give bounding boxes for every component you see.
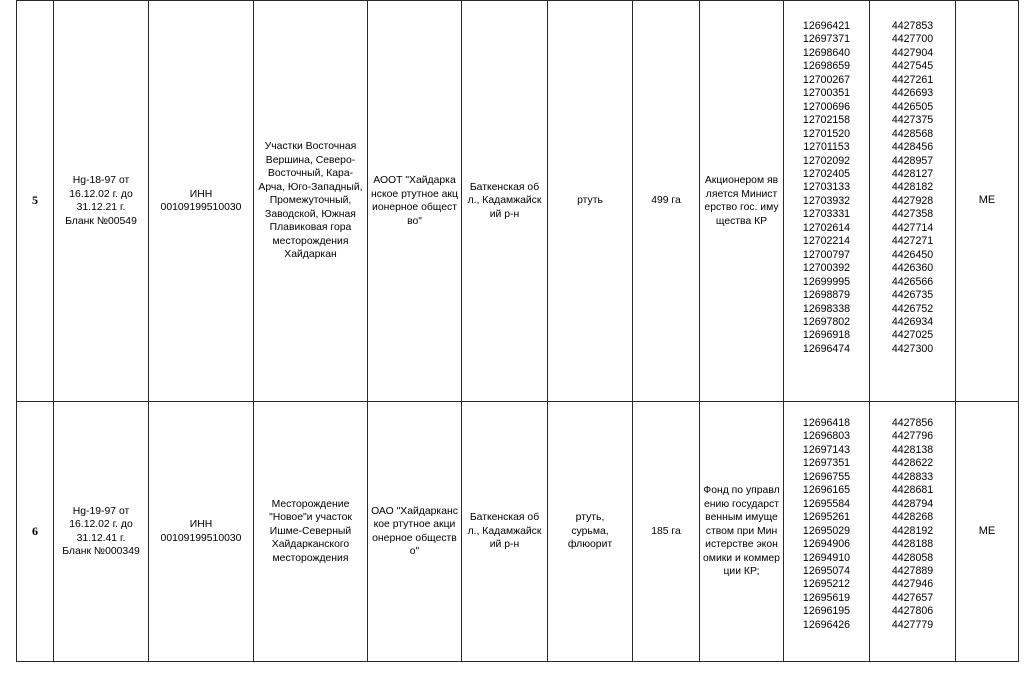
x-coordinate: 12698640: [802, 46, 851, 59]
y-coordinate: 4428681: [891, 484, 934, 497]
x-coordinate: 12695029: [802, 524, 851, 537]
code-cell: ME: [956, 402, 1019, 662]
x-coordinate: 12698338: [802, 302, 851, 315]
y-coordinate: 4427700: [891, 33, 934, 46]
y-coordinate: 4427714: [891, 221, 934, 234]
x-coordinates-cell: [784, 402, 870, 662]
y-coordinate: 4428127: [891, 167, 934, 180]
x-coordinate: 12696803: [802, 430, 851, 443]
y-coordinate: 4426566: [891, 275, 934, 288]
x-coordinate: 12703133: [802, 181, 851, 194]
x-coordinate: 12700696: [802, 100, 851, 113]
y-coordinate: 4426735: [891, 289, 934, 302]
x-coordinate: 12697371: [802, 33, 851, 46]
y-coordinate: 4427904: [891, 46, 934, 59]
mineral-cell: ртуть: [548, 1, 633, 402]
y-coordinate: 4427856: [891, 417, 934, 429]
y-coordinate: 4428622: [891, 457, 934, 470]
x-coordinate: 12697143: [802, 443, 851, 456]
y-coordinate: 4426360: [891, 262, 934, 275]
y-coordinate: 4428058: [891, 551, 934, 564]
x-coordinate: 12695619: [802, 591, 851, 604]
y-coordinate: 4426505: [891, 100, 934, 113]
y-coordinate: 4428794: [891, 497, 934, 510]
inn-cell: ИНН 00109199510030: [149, 402, 254, 662]
mineral-cell: ртуть, сурьма, флюорит: [548, 402, 633, 662]
deposit-cell: Месторождение "Новое"и участок Ишме-Северный Хайдарканского месторождения: [254, 402, 368, 662]
y-coordinate: 4428188: [891, 538, 934, 551]
y-coordinates-cell: [870, 1, 956, 402]
owner-cell: Акционером является Министерство гос. имущества КР: [700, 1, 784, 402]
inn-cell: ИНН 00109199510030: [149, 1, 254, 402]
company-cell: АООТ "Хайдарканское ртутное акционерное общество": [368, 1, 462, 402]
license-cell: Hg-18-97 от 16.12.02 г. до 31.12.21 г. Бланк №00549: [54, 1, 149, 402]
company-cell: ОАО "Хайдарканское ртутное акционерное общество": [368, 402, 462, 662]
y-coordinate: 4427779: [891, 618, 934, 631]
region-cell: Баткенская обл., Кадамжайский р-н: [462, 402, 548, 662]
x-coordinate: 12696165: [802, 484, 851, 497]
x-coordinate: 12695261: [802, 511, 851, 524]
x-coordinate: 12696755: [802, 470, 851, 483]
x-coordinate: 12701520: [802, 127, 851, 140]
x-coordinate: 12702214: [802, 235, 851, 248]
owner-cell: Фонд по управлению государственным имуществом при Министерстве экономики и коммерции КР;: [700, 402, 784, 662]
y-coordinate: 4427853: [891, 20, 934, 32]
x-coordinate: 12697351: [802, 457, 851, 470]
deposit-cell: Участки Восточная Вершина, Северо-Восточный, Кара-Арча, Юго-Западный, Промежуточный, Заводской, Южная Плавиковая гора месторождения Хайдаркан: [254, 1, 368, 402]
y-coordinate: 4426693: [891, 87, 934, 100]
y-coordinate: 4426934: [891, 315, 934, 328]
y-coordinate: 4427657: [891, 591, 934, 604]
x-coordinate: 12694906: [802, 538, 851, 551]
x-coordinate: 12697802: [802, 315, 851, 328]
y-coordinates-cell: [870, 402, 956, 662]
y-coordinate: 4427261: [891, 73, 934, 86]
y-coordinate: 4428182: [891, 181, 934, 194]
table-row: [17, 1, 1019, 402]
y-coordinate: 4426450: [891, 248, 934, 261]
y-coordinate: 4427889: [891, 564, 934, 577]
y-coordinate: 4427806: [891, 605, 934, 618]
x-coordinate: 12696474: [802, 342, 851, 355]
x-coordinate: 12695584: [802, 497, 851, 510]
x-coordinates-cell: [784, 1, 870, 402]
x-coordinate: 12694910: [802, 551, 851, 564]
y-coordinate: 4427271: [891, 235, 934, 248]
y-coordinate: 4427928: [891, 194, 934, 207]
y-coordinate: 4428192: [891, 524, 934, 537]
license-table: [16, 0, 1019, 662]
area-cell: 499 га: [633, 1, 700, 402]
x-coordinate: 12699995: [802, 275, 851, 288]
y-coordinate: 4428138: [891, 443, 934, 456]
y-coordinate: 4428568: [891, 127, 934, 140]
x-coordinate: 12696426: [802, 618, 851, 631]
x-coordinate: 12696421: [802, 20, 851, 32]
y-coordinate: 4428268: [891, 511, 934, 524]
y-coordinate: 4427796: [891, 430, 934, 443]
x-coordinate: 12703932: [802, 194, 851, 207]
area-cell: 185 га: [633, 402, 700, 662]
x-coordinate: 12698879: [802, 289, 851, 302]
x-coordinate: 12698659: [802, 60, 851, 73]
row-number-cell: 5: [17, 1, 54, 402]
x-coordinate: 12702405: [802, 167, 851, 180]
x-coordinate: 12695074: [802, 564, 851, 577]
y-coordinate: 4428456: [891, 141, 934, 154]
x-coordinate: 12702092: [802, 154, 851, 167]
x-coordinate: 12700351: [802, 87, 851, 100]
code-cell: ME: [956, 1, 1019, 402]
x-coordinate: 12702614: [802, 221, 851, 234]
x-coordinate: 12700797: [802, 248, 851, 261]
y-coordinate: 4427946: [891, 578, 934, 591]
y-coordinate: 4427300: [891, 342, 934, 355]
y-coordinate: 4427025: [891, 329, 934, 342]
x-coordinate: 12700392: [802, 262, 851, 275]
license-cell: Hg-19-97 от 16.12.02 г. до 31.12.41 г. Бланк №000349: [54, 402, 149, 662]
x-coordinate: 12696418: [802, 417, 851, 429]
row-number-cell: 6: [17, 402, 54, 662]
x-coordinate: 12696195: [802, 605, 851, 618]
y-coordinate: 4427375: [891, 114, 934, 127]
region-cell: Баткенская обл., Кадамжайский р-н: [462, 1, 548, 402]
y-coordinate: 4427358: [891, 208, 934, 221]
x-coordinate: 12703331: [802, 208, 851, 221]
y-coordinate: 4428957: [891, 154, 934, 167]
y-coordinate: 4426752: [891, 302, 934, 315]
y-coordinate: 4427545: [891, 60, 934, 73]
x-coordinate: 12695212: [802, 578, 851, 591]
x-coordinate: 12702158: [802, 114, 851, 127]
x-coordinate: 12696918: [802, 329, 851, 342]
table-row: [17, 402, 1019, 662]
y-coordinate: 4428833: [891, 470, 934, 483]
x-coordinate: 12701153: [803, 141, 850, 154]
x-coordinate: 12700267: [802, 73, 851, 86]
